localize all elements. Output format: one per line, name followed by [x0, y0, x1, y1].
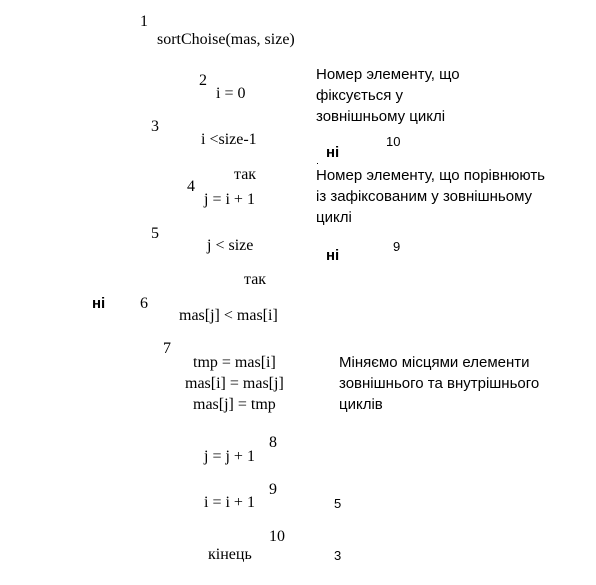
block-8-text: j = j + 1 — [204, 448, 255, 465]
comment-outer-index-line: Номер элементу, що — [316, 66, 460, 83]
block-4-text: j = i + 1 — [204, 191, 255, 208]
branch-label-yes: так — [244, 271, 267, 288]
connector-label-to-10: 10 — [386, 134, 401, 149]
block-1-start-text: sortChoise(mas, size) — [157, 31, 295, 48]
block-2-text: i = 0 — [216, 85, 246, 102]
branch-label-no: ні — [92, 295, 106, 312]
block-10-number: 10 — [269, 528, 285, 545]
comment-swap-line: циклів — [339, 396, 383, 413]
connector-label-to-3: 3 — [334, 548, 342, 563]
block-7-line: tmp = mas[i] — [193, 354, 276, 371]
block-5-number: 5 — [151, 225, 159, 242]
comment-swap — [339, 352, 539, 415]
comment-inner-index-line: циклі — [316, 209, 352, 226]
comment-swap-line: зовнішнього та внутрішнього — [339, 375, 540, 392]
branch-label-no: ні — [326, 247, 340, 264]
block-3-number: 3 — [151, 118, 159, 135]
comment-inner-index-line: Номер элементу, що порівнюють — [316, 167, 545, 184]
block-4-number: 4 — [187, 178, 195, 195]
comment-inner-index-line: із зафіксованим у зовнішньому — [316, 188, 533, 205]
block-5-condition: j < size — [207, 237, 254, 254]
connector-label-to-9: 9 — [393, 239, 401, 254]
block-1-number: 1 — [140, 13, 148, 30]
block-9-text: i = i + 1 — [204, 494, 255, 511]
block-7-line: mas[i] = mas[j] — [185, 375, 284, 392]
block-9-number: 9 — [269, 481, 277, 498]
block-6-number: 6 — [140, 295, 148, 312]
comment-outer-index — [316, 64, 460, 127]
comment-inner-index — [316, 165, 545, 228]
comment-outer-index-line: зовнішньому циклі — [316, 108, 446, 125]
block-2-number: 2 — [199, 72, 207, 89]
block-3-condition: i <size-1 — [201, 131, 257, 148]
comment-outer-index-line: фіксується у — [316, 87, 404, 104]
block-6-condition: mas[j] < mas[i] — [179, 307, 278, 324]
block-10-end-text: кінець — [208, 546, 252, 563]
branch-label-no: ні — [326, 144, 340, 161]
branch-label-yes: так — [234, 166, 257, 183]
comment-swap-line: Міняємо місцями елементи — [339, 354, 530, 371]
block-7-line: mas[j] = tmp — [193, 396, 276, 413]
connector-label-to-5: 5 — [334, 496, 342, 511]
connector-dot — [317, 163, 318, 164]
block-8-number: 8 — [269, 434, 277, 451]
block-7-number: 7 — [163, 340, 171, 357]
